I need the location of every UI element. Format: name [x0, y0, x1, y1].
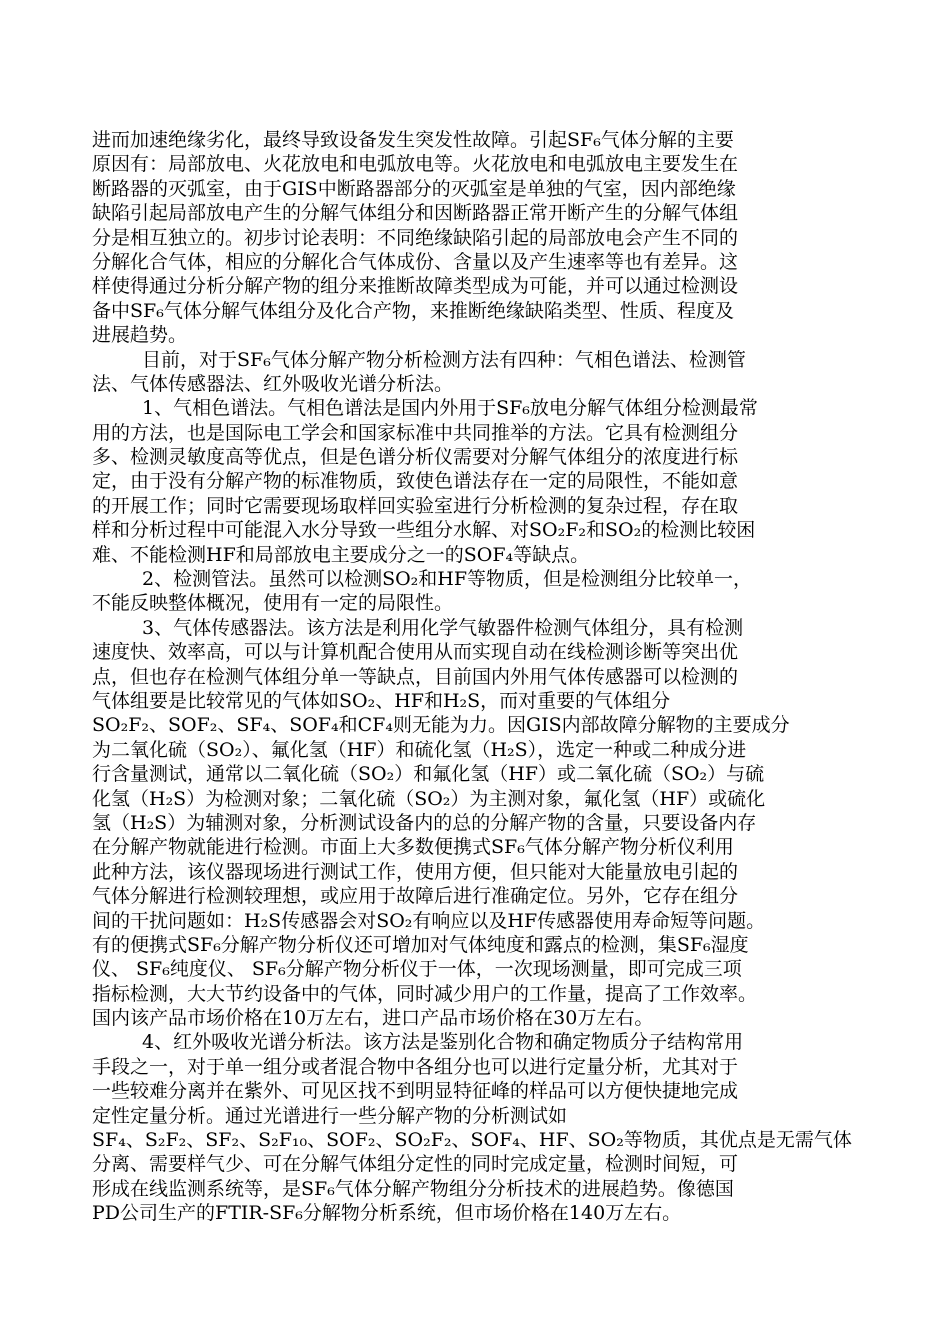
text-line: 1、气相色谱法。气相色谱法是国内外用于SF₆放电分解气体组分检测最常: [142, 397, 758, 420]
text-line: PD公司生产的FTIR-SF₆分解物分析系统，但市场价格在140万左右。: [92, 1202, 682, 1225]
text-line: 手段之一，对于单一组分或者混合物中各组分也可以进行定量分析，尤其对于: [92, 1055, 739, 1078]
text-line: 指标检测，大大节约设备中的气体，同时减少用户的工作量，提高了工作效率。: [92, 982, 758, 1005]
text-line: 不能反映整体概况，使用有一定的局限性。: [92, 592, 454, 615]
text-line: 进展趋势。: [92, 324, 188, 347]
text-line: 备中SF₆气体分解气体组分及化合产物，来推断绝缘缺陷类型、性质、程度及: [92, 299, 734, 322]
text-line: 形成在线监测系统等，是SF₆气体分解产物组分分析技术的进展趋势。像德国: [92, 1177, 734, 1200]
text-line: 气体分解进行检测较理想，或应用于故障后进行准确定位。另外，它存在组分: [92, 885, 739, 908]
text-line: 仪、 SF₆纯度仪、 SF₆分解产物分析仪于一体，一次现场测量，即可完成三项: [92, 958, 742, 981]
text-line: SF₄、S₂F₂、SF₂、S₂F₁₀、SOF₂、SO₂F₂、SOF₄、HF、SO₂等物质，其优点是无需气体: [92, 1129, 852, 1152]
text-line: SO₂F₂、SOF₂、SF₄、SOF₄和CF₄则无能为力。因GIS内部故障分解物的主要成分: [92, 714, 790, 737]
text-line: 的开展工作；同时它需要现场取样回实验室进行分析检测的复杂过程，存在取: [92, 494, 739, 517]
text-line: 间的干扰问题如：H₂S传感器会对SO₂有响应以及HF传感器使用寿命短等问题。: [92, 909, 766, 932]
text-line: 缺陷引起局部放电产生的分解气体组分和因断路器正常开断产生的分解气体组: [92, 202, 739, 225]
text-line: 2、检测管法。虽然可以检测SO₂和HF等物质，但是检测组分比较单一，: [142, 568, 753, 591]
text-line: 3、气体传感器法。该方法是利用化学气敏器件检测气体组分，具有检测: [142, 616, 744, 639]
text-line: 目前，对于SF₆气体分解产物分析检测方法有四种：气相色谱法、检测管: [142, 348, 746, 371]
text-line: 样和分析过程中可能混入水分导致一些组分水解、对SO₂F₂和SO₂的检测比较困: [92, 519, 756, 542]
body-text: [92, 128, 874, 1226]
text-line: 有的便携式SF₆分解产物分析仪还可增加对气体纯度和露点的检测，集SF₆湿度: [92, 933, 749, 956]
text-line: 国内该产品市场价格在10万左右，进口产品市场价格在30万左右。: [92, 1007, 654, 1030]
text-line: 断路器的灭弧室，由于GIS中断路器部分的灭弧室是单独的气室，因内部绝缘: [92, 177, 736, 200]
text-line: 一些较难分离并在紫外、可见区找不到明显特征峰的样品可以方便快捷地完成: [92, 1080, 739, 1103]
text-line: 为二氧化硫（SO₂）、氟化氢（HF）和硫化氢（H₂S），选定一种或二种成分进: [92, 738, 747, 761]
text-line: 4、红外吸收光谱分析法。该方法是鉴别化合物和确定物质分子结构常用: [142, 1031, 744, 1054]
text-line: 进而加速绝缘劣化，最终导致设备发生突发性故障。引起SF₆气体分解的主要: [92, 129, 734, 151]
text-line: 分是相互独立的。初步讨论表明：不同绝缘缺陷引起的局部放电会产生不同的: [92, 226, 739, 249]
text-line: 此种方法，该仪器现场进行测试工作，使用方便，但只能对大能量放电引起的: [92, 860, 739, 883]
text-line: 分离、需要样气少、可在分解气体组分定性的同时完成定量，检测时间短，可: [92, 1153, 739, 1176]
text-line: 点，但也存在检测气体组分单一等缺点，目前国内外用气体传感器可以检测的: [92, 665, 739, 688]
text-line: 定性定量分析。通过光谱进行一些分解产物的分析测试如: [92, 1104, 568, 1127]
text-line: 气体组要是比较常见的气体如SO₂、HF和H₂S，而对重要的气体组分: [92, 689, 671, 712]
text-line: 化氢（H₂S）为检测对象；二氧化硫（SO₂）为主测对象，氟化氢（HF）或硫化: [92, 787, 766, 810]
text-line: 在分解产物就能进行检测。市面上大多数便携式SF₆气体分解产物分析仪利用: [92, 836, 734, 859]
text-line: 定，由于没有分解产物的标准物质，致使色谱法存在一定的局限性，不能如意: [92, 470, 739, 493]
text-line: 速度快、效率高，可以与计算机配合使用从而实现自动在线检测诊断等突出优: [92, 641, 739, 664]
text-line: 分解化合气体，相应的分解化合气体成份、含量以及产生速率等也有差异。这: [92, 250, 739, 273]
text-line: 样使得通过分析分解产物的组分来推断故障类型成为可能，并可以通过检测设: [92, 275, 739, 298]
text-line: 用的方法，也是国际电工学会和国家标准中共同推举的方法。它具有检测组分: [92, 421, 739, 444]
text-line: 难、不能检测HF和局部放电主要成分之一的SOF₄等缺点。: [92, 543, 590, 566]
text-line: 法、气体传感器法、红外吸收光谱分析法。: [92, 372, 454, 395]
text-line: 多、检测灵敏度高等优点，但是色谱分析仪需要对分解气体组分的浓度进行标: [92, 446, 739, 469]
text-line: 氢（H₂S）为辅测对象，分析测试设备内的总的分解产物的含量，只要设备内存: [92, 811, 757, 834]
text-line: 行含量测试，通常以二氧化硫（SO₂）和氟化氢（HF）或二氧化硫（SO₂）与硫: [92, 763, 765, 786]
text-line: 原因有：局部放电、火花放电和电弧放电等。火花放电和电弧放电主要发生在: [92, 153, 739, 176]
